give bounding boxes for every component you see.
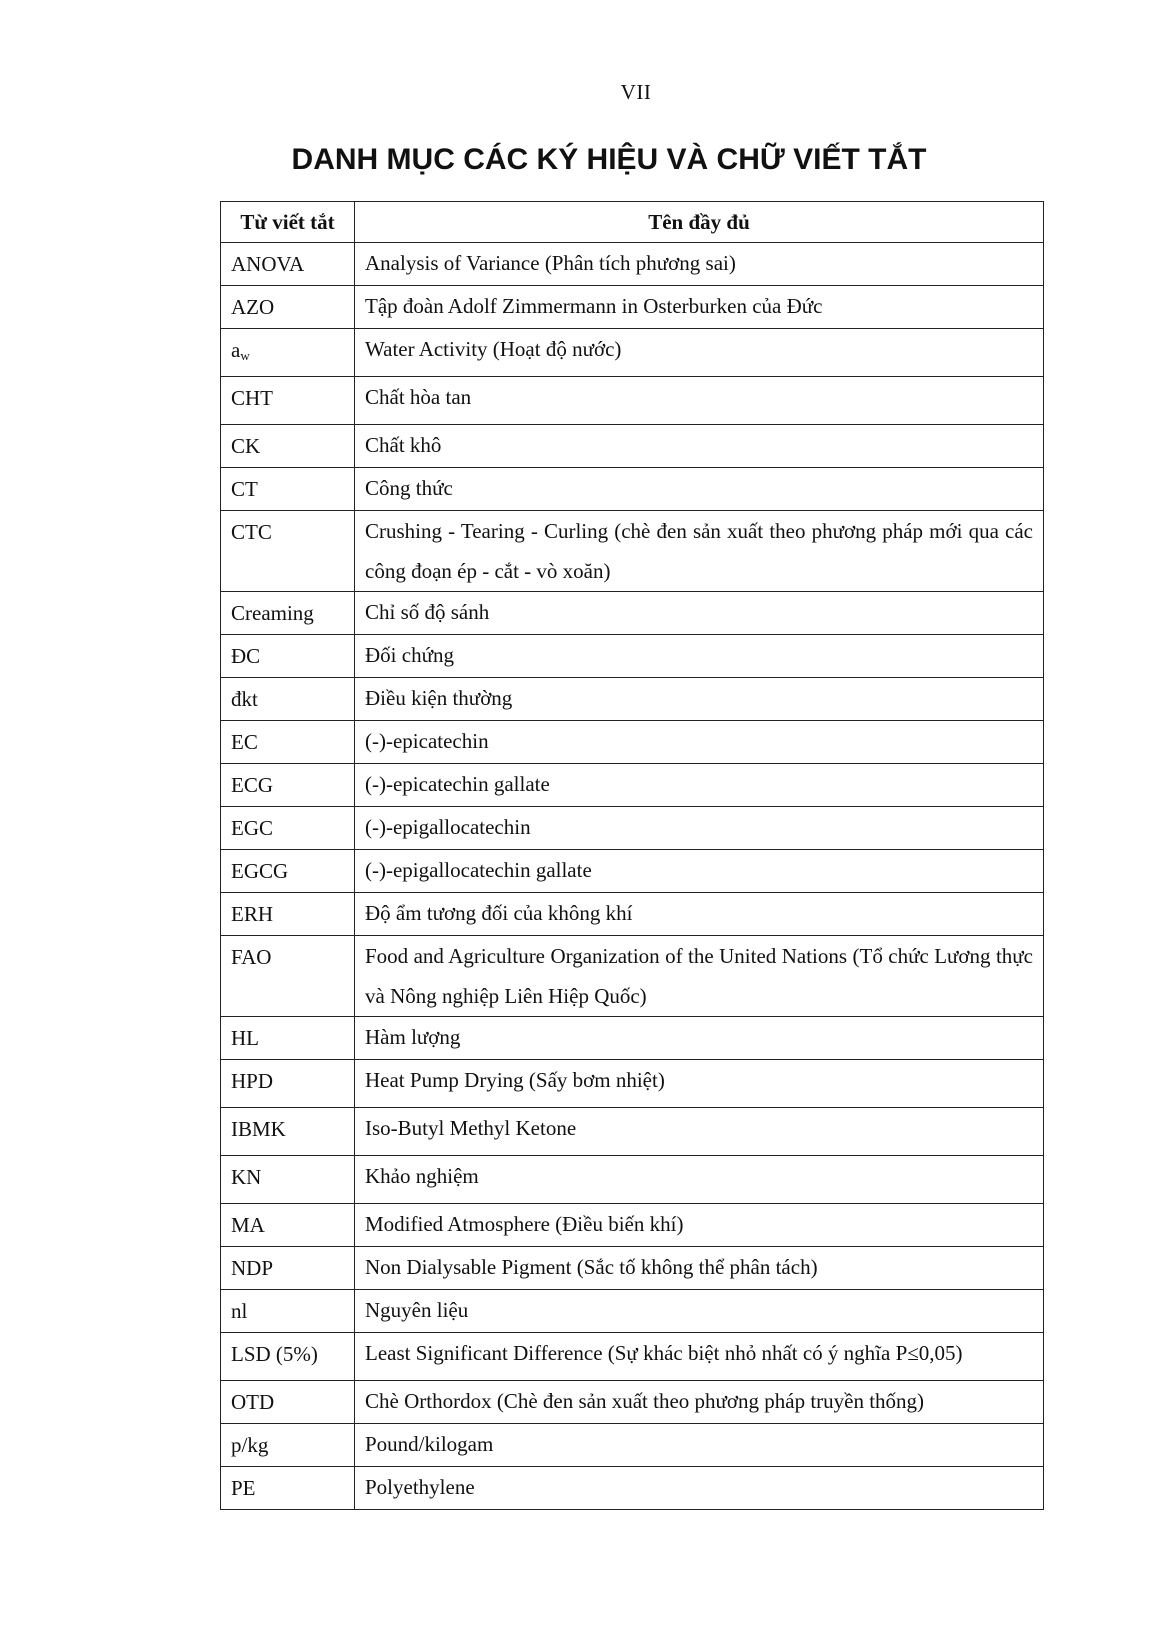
row-full-name: (-)-epicatechin gallate	[355, 764, 1044, 807]
row-full-name: Iso-Butyl Methyl Ketone	[355, 1108, 1044, 1156]
row-full-name: Chất hòa tan	[355, 377, 1044, 425]
row-abbreviation: EGCG	[221, 850, 355, 893]
table-row	[221, 850, 1044, 893]
row-full-name: Non Dialysable Pigment (Sắc tố không thể phân tách)	[355, 1247, 1044, 1290]
table-row	[221, 511, 1044, 592]
row-full-name: Modified Atmosphere (Điều biến khí)	[355, 1204, 1044, 1247]
table-row	[221, 678, 1044, 721]
row-abbreviation: KN	[221, 1156, 355, 1204]
row-full-name: Công thức	[355, 468, 1044, 511]
table-row	[221, 807, 1044, 850]
row-abbreviation: HPD	[221, 1060, 355, 1108]
table-row	[221, 592, 1044, 635]
table-row	[221, 1247, 1044, 1290]
table-row	[221, 721, 1044, 764]
table-row	[221, 1108, 1044, 1156]
row-full-name: Chất khô	[355, 425, 1044, 468]
row-abbreviation: ERH	[221, 893, 355, 936]
abbreviation-subscript: w	[240, 348, 250, 363]
row-full-name: Water Activity (Hoạt độ nước)	[355, 329, 1044, 377]
row-abbreviation: EC	[221, 721, 355, 764]
row-abbreviation: Creaming	[221, 592, 355, 635]
page-title: DANH MỤC CÁC KÝ HIỆU VÀ CHỮ VIẾT TẮT	[291, 143, 927, 176]
row-full-name: (-)-epigallocatechin	[355, 807, 1044, 850]
table-row	[221, 243, 1044, 286]
row-abbreviation: AZO	[221, 286, 355, 329]
table-row	[221, 1204, 1044, 1247]
row-full-name: Polyethylene	[355, 1467, 1044, 1510]
row-full-name: Chè Orthordox (Chè đen sản xuất theo phương pháp truyền thống)	[355, 1381, 1044, 1424]
row-abbreviation: ECG	[221, 764, 355, 807]
page-number: VII	[620, 80, 652, 104]
row-full-name: Độ ẩm tương đối của không khí	[355, 893, 1044, 936]
table-row	[221, 1381, 1044, 1424]
row-abbreviation: ĐC	[221, 635, 355, 678]
row-full-name: Analysis of Variance (Phân tích phương sai)	[355, 243, 1044, 286]
table-row	[221, 468, 1044, 511]
row-abbreviation: CK	[221, 425, 355, 468]
table-row	[221, 286, 1044, 329]
abbreviation-base: a	[231, 338, 241, 362]
row-abbreviation: MA	[221, 1204, 355, 1247]
row-full-name: Pound/kilogam	[355, 1424, 1044, 1467]
header-abbreviation: Từ viết tắt	[221, 202, 355, 243]
row-full-name: Nguyên liệu	[355, 1290, 1044, 1333]
table-row	[221, 1424, 1044, 1467]
row-abbreviation: đkt	[221, 678, 355, 721]
table-row	[221, 1290, 1044, 1333]
row-full-name: Điều kiện thường	[355, 678, 1044, 721]
row-full-name: Đối chứng	[355, 635, 1044, 678]
table-row	[221, 377, 1044, 425]
row-full-name: Food and Agriculture Organization of the United Nations (Tổ chức Lương thực và Nông nghiệp Liên Hiệp Quốc)	[355, 936, 1044, 1017]
row-abbreviation: CHT	[221, 377, 355, 425]
row-full-name: Heat Pump Drying (Sấy bơm nhiệt)	[355, 1060, 1044, 1108]
row-abbreviation: OTD	[221, 1381, 355, 1424]
table-row	[221, 1467, 1044, 1510]
row-abbreviation: PE	[221, 1467, 355, 1510]
row-abbreviation: ANOVA	[221, 243, 355, 286]
table-row	[221, 764, 1044, 807]
row-abbreviation: p/kg	[221, 1424, 355, 1467]
row-full-name: Least Significant Difference (Sự khác biệt nhỏ nhất có ý nghĩa P≤0,05)	[355, 1333, 1044, 1381]
row-full-name: Crushing - Tearing - Curling (chè đen sản xuất theo phương pháp mới qua các công đoạn ép - cắt - vò xoăn)	[355, 511, 1044, 592]
table-row	[221, 635, 1044, 678]
row-abbreviation: CTC	[221, 511, 355, 592]
row-full-name: Tập đoàn Adolf Zimmermann in Osterburken của Đức	[355, 286, 1044, 329]
table-row	[221, 1060, 1044, 1108]
abbreviation-table	[220, 201, 1044, 1510]
table-row	[221, 1017, 1044, 1060]
row-full-name: Hàm lượng	[355, 1017, 1044, 1060]
row-full-name: Chỉ số độ sánh	[355, 592, 1044, 635]
row-full-name: Khảo nghiệm	[355, 1156, 1044, 1204]
row-abbreviation: LSD (5%)	[221, 1333, 355, 1381]
row-abbreviation: HL	[221, 1017, 355, 1060]
table-row	[221, 425, 1044, 468]
table-row	[221, 1156, 1044, 1204]
row-abbreviation	[221, 329, 355, 377]
row-abbreviation: CT	[221, 468, 355, 511]
row-abbreviation: FAO	[221, 936, 355, 1017]
row-abbreviation: EGC	[221, 807, 355, 850]
row-full-name: (-)-epicatechin	[355, 721, 1044, 764]
row-abbreviation: NDP	[221, 1247, 355, 1290]
table-row	[221, 893, 1044, 936]
table-row	[221, 329, 1044, 377]
row-abbreviation: nl	[221, 1290, 355, 1333]
table-row	[221, 936, 1044, 1017]
table-header-row	[221, 202, 1044, 243]
table-row	[221, 1333, 1044, 1381]
header-full-name: Tên đầy đủ	[355, 202, 1044, 243]
row-abbreviation: IBMK	[221, 1108, 355, 1156]
row-full-name: (-)-epigallocatechin gallate	[355, 850, 1044, 893]
